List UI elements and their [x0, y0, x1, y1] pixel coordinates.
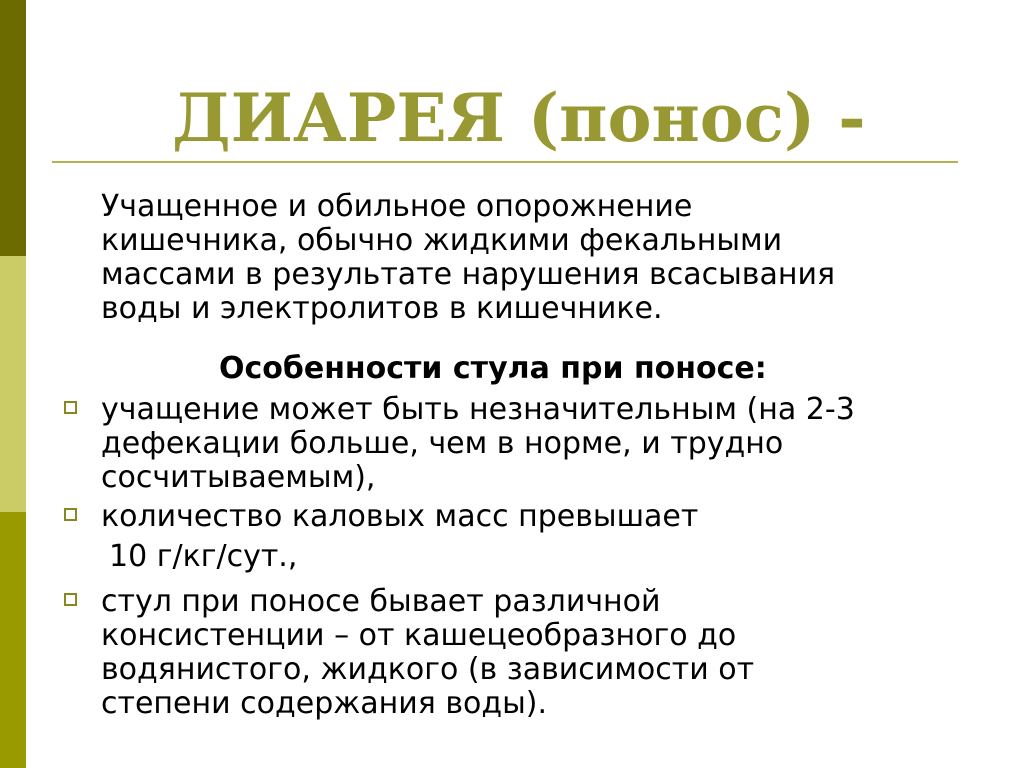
slide-title: ДИАРЕЯ (понос) - [172, 79, 866, 157]
title-divider [52, 161, 958, 163]
definition-line: Учащенное и обильное опорожнение [101, 189, 693, 224]
bullet-line: 10 г/кг/сут., [109, 539, 298, 574]
definition-line: кишечника, обычно жидкими фекальными [101, 223, 783, 258]
sidebar-segment-mid [0, 512, 26, 768]
bullet-line: водянистого, жидкого (в зависимости от [101, 652, 755, 687]
bullet-line: сосчитываемым), [101, 460, 376, 495]
definition-paragraph [101, 190, 981, 326]
square-bullet-icon [64, 401, 77, 414]
sidebar-segment-light [0, 256, 26, 512]
bullet-item [101, 585, 754, 721]
square-bullet-icon [64, 593, 77, 606]
definition-line: воды и электролитов в кишечнике. [101, 291, 663, 326]
bullet-line: стул при поносе бывает различной [101, 584, 661, 619]
bullet-line: количество каловых масс превышает [101, 499, 699, 534]
section-subheading: Особенности стула при поносе: [219, 351, 767, 386]
bullet-line: степени содержания воды). [101, 686, 548, 721]
decorative-sidebar [0, 0, 26, 768]
bullet-item [101, 500, 698, 574]
sidebar-segment-dark [0, 0, 26, 256]
bullet-line: учащение может быть незначительным (на 2-3 [101, 392, 855, 427]
bullet-line: консистенции – от кашецеобразного до [101, 618, 737, 653]
square-bullet-icon [64, 508, 77, 521]
bullet-item [101, 393, 855, 495]
bullet-line: дефекации больше, чем в норме, и трудно [101, 426, 784, 461]
definition-line: массами в результате нарушения всасывания [101, 257, 836, 292]
